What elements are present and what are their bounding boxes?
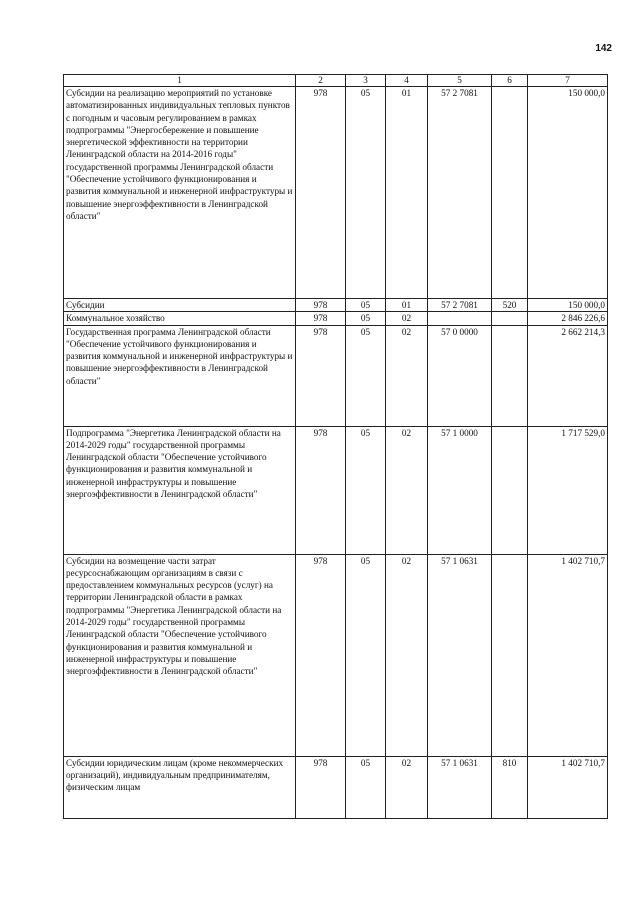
row-expense-type: 520 — [492, 299, 528, 312]
row-name: Субсидии на возмещение части затрат ресурсоснабжающим организациям в связи с предоставлением коммунальных ресурсов (услуг) на территории Ленинградской области в рамках подпрограммы "Энергетика Ленинградской области на 2014-2029 годы" государственной программы Ленинградской области "Обеспечение устойчивого функционирования и развития коммунальной и инженерной инфраструктуры и повышение энергоэффективности в Ленинградской области" — [64, 554, 296, 756]
row-name: Субсидии — [64, 299, 296, 312]
row-subsection-code: 02 — [386, 554, 428, 756]
header-col-7: 7 — [528, 75, 608, 87]
table-row — [64, 299, 608, 312]
table-row — [64, 426, 608, 554]
row-section-code: 05 — [346, 325, 386, 426]
row-ministry-code: 978 — [296, 299, 346, 312]
row-subsection-code: 02 — [386, 426, 428, 554]
row-name: Субсидии на реализацию мероприятий по установке автоматизированных индивидуальных тепловых пунктов с погодным и часовым регулированием в рамках подпрограммы "Энергосбережение и повышение энергетической эффективности на территории Ленинградской области на 2014-2016 годы" государственной программы Ленинградской области "Обеспечение устойчивого функционирования и развития коммунальной и инженерной инфраструктуры и повышение энергоэффективности в Ленинградской области" — [64, 87, 296, 299]
table-row — [64, 554, 608, 756]
table-row — [64, 756, 608, 818]
row-ministry-code: 978 — [296, 312, 346, 325]
header-col-5: 5 — [428, 75, 492, 87]
row-subsection-code: 02 — [386, 756, 428, 818]
row-name: Коммунальное хозяйство — [64, 312, 296, 325]
budget-table — [63, 74, 608, 819]
row-amount: 1 402 710,7 — [528, 554, 608, 756]
row-amount: 2 846 226,6 — [528, 312, 608, 325]
header-col-6: 6 — [492, 75, 528, 87]
row-amount: 1 717 529,0 — [528, 426, 608, 554]
row-amount: 150 000,0 — [528, 87, 608, 299]
row-section-code: 05 — [346, 426, 386, 554]
header-col-2: 2 — [296, 75, 346, 87]
row-expense-type: 810 — [492, 756, 528, 818]
row-subsection-code: 01 — [386, 299, 428, 312]
row-ministry-code: 978 — [296, 426, 346, 554]
row-subsection-code: 01 — [386, 87, 428, 299]
row-target-code: 57 1 0000 — [428, 426, 492, 554]
row-subsection-code: 02 — [386, 325, 428, 426]
row-section-code: 05 — [346, 87, 386, 299]
header-col-4: 4 — [386, 75, 428, 87]
header-row — [64, 75, 608, 87]
row-amount: 1 402 710,7 — [528, 756, 608, 818]
table-row — [64, 312, 608, 325]
table-row — [64, 325, 608, 426]
row-target-code: 57 1 0631 — [428, 554, 492, 756]
row-target-code — [428, 312, 492, 325]
row-name: Подпрограмма "Энергетика Ленинградской области на 2014-2029 годы" государственной программы Ленинградской области "Обеспечение устойчивого функционирования и развития коммунальной и инженерной инфраструктуры и повышение энергоэффективности в Ленинградской области" — [64, 426, 296, 554]
row-amount: 150 000,0 — [528, 299, 608, 312]
row-section-code: 05 — [346, 756, 386, 818]
row-expense-type — [492, 312, 528, 325]
row-section-code: 05 — [346, 554, 386, 756]
row-target-code: 57 1 0631 — [428, 756, 492, 818]
row-ministry-code: 978 — [296, 756, 346, 818]
row-ministry-code: 978 — [296, 325, 346, 426]
page-number: 142 — [595, 43, 612, 54]
row-target-code: 57 0 0000 — [428, 325, 492, 426]
row-expense-type — [492, 87, 528, 299]
row-section-code: 05 — [346, 312, 386, 325]
row-name: Субсидии юридическим лицам (кроме некоммерческих организаций), индивидуальным предпринимателям, физическим лицам — [64, 756, 296, 818]
row-expense-type — [492, 426, 528, 554]
row-expense-type — [492, 325, 528, 426]
header-col-1: 1 — [64, 75, 296, 87]
row-section-code: 05 — [346, 299, 386, 312]
row-target-code: 57 2 7081 — [428, 87, 492, 299]
table-row — [64, 87, 608, 299]
row-target-code: 57 2 7081 — [428, 299, 492, 312]
row-subsection-code: 02 — [386, 312, 428, 325]
row-name: Государственная программа Ленинградской области "Обеспечение устойчивого функционирования и развития коммунальной и инженерной инфраструктуры и повышение энергоэффективности в Ленинградской области" — [64, 325, 296, 426]
row-ministry-code: 978 — [296, 87, 346, 299]
row-expense-type — [492, 554, 528, 756]
row-ministry-code: 978 — [296, 554, 346, 756]
row-amount: 2 662 214,3 — [528, 325, 608, 426]
header-col-3: 3 — [346, 75, 386, 87]
